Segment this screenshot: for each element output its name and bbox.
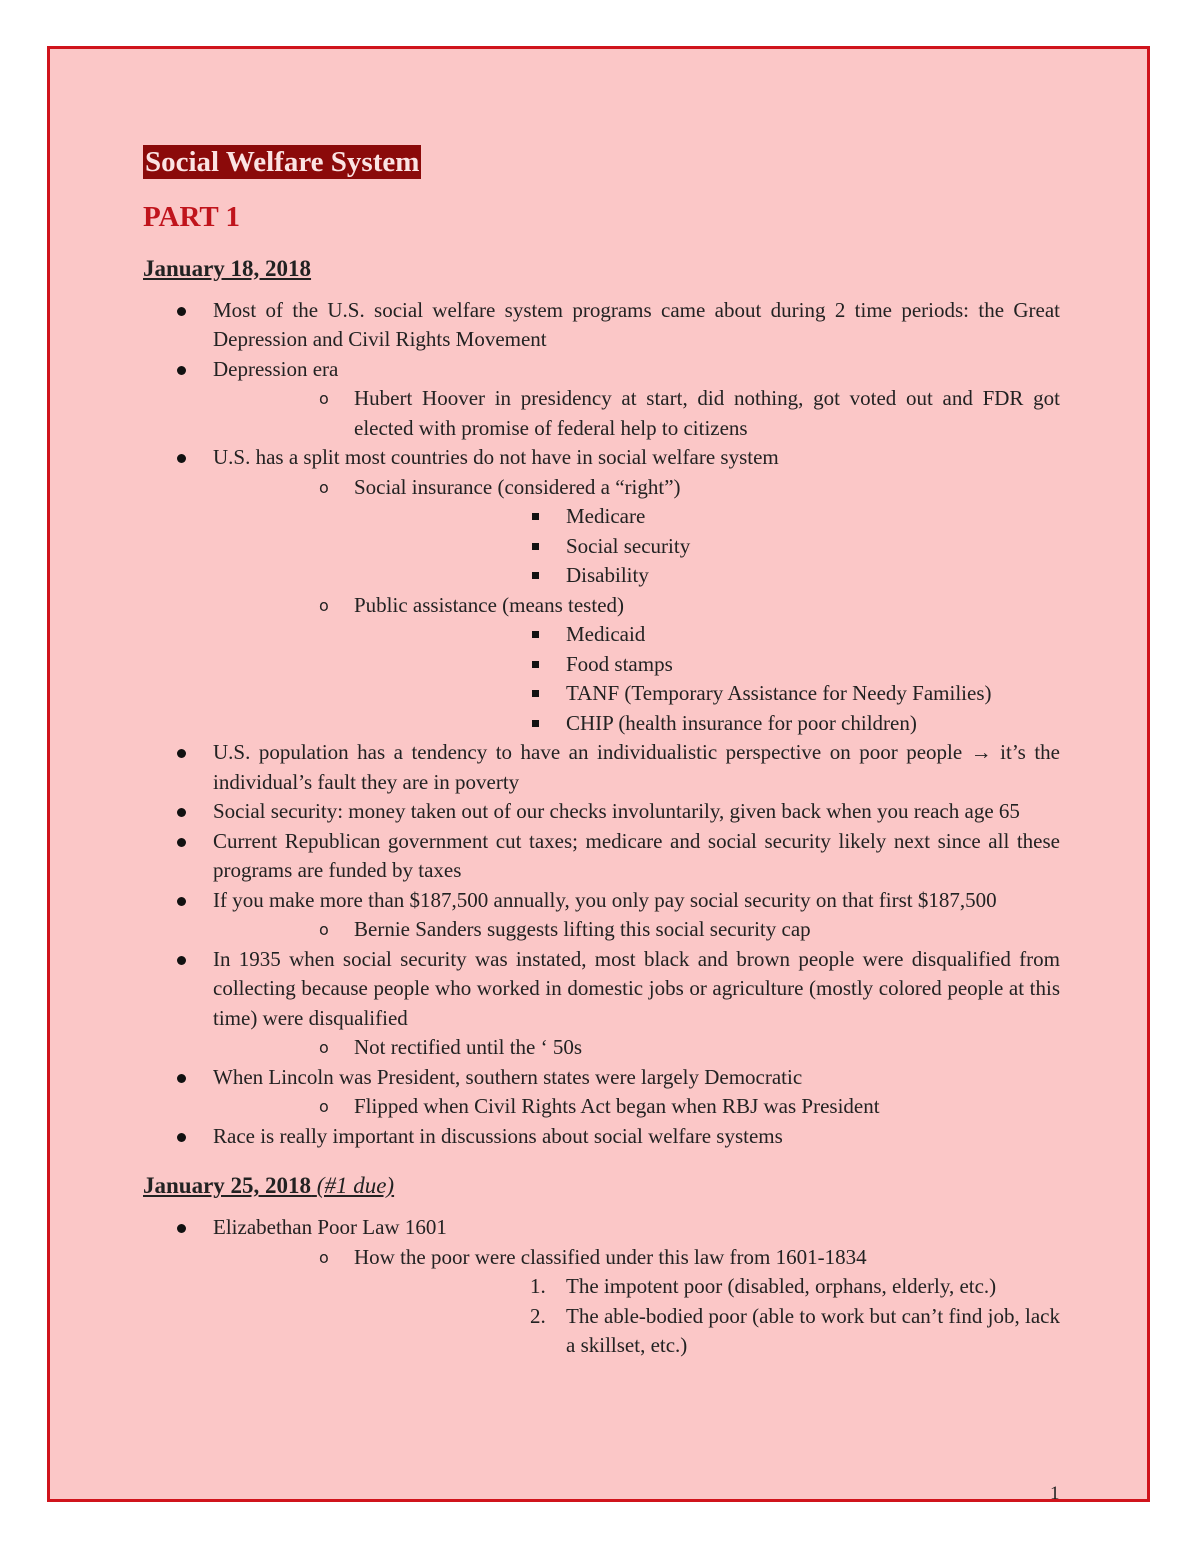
- bullet-icon: [177, 366, 186, 375]
- list-item: o Hubert Hoover in presidency at start, did nothing, got voted out and FDR got elected with promise of federal help to citizens: [319, 386, 1060, 440]
- circle-bullet-icon: o: [319, 389, 329, 408]
- bullet-icon: [177, 307, 186, 316]
- list-item: Medicare: [354, 502, 1060, 532]
- page-number: 1: [1050, 1483, 1060, 1504]
- list-item: Social security: money taken out of our checks involuntarily, given back when you reach age 65: [143, 797, 1060, 827]
- circle-bullet-icon: o: [319, 1097, 329, 1116]
- bullet-icon: [177, 1074, 186, 1083]
- document-title: Social Welfare System: [145, 146, 420, 178]
- list-item: Social security: [354, 532, 1060, 562]
- list-item: Food stamps: [354, 650, 1060, 680]
- square-bullet-icon: [532, 572, 539, 579]
- date-text: January 18, 2018: [143, 255, 312, 281]
- bullet-icon: [177, 838, 186, 847]
- list-item: o Bernie Sanders suggests lifting this social security cap: [213, 915, 1060, 945]
- list-item: 1. The impotent poor (disabled, orphans, elderly, etc.): [354, 1272, 1060, 1302]
- list-item: 2. The able-bodied poor (able to work but can’t find job, lack a skillset, etc.): [530, 1303, 1060, 1357]
- bullet-icon: [177, 1224, 186, 1233]
- list-item: CHIP (health insurance for poor children): [354, 709, 1060, 739]
- bullet-icon: [177, 1133, 186, 1142]
- list-item: U.S. has a split most countries do not have in social welfare system o Social insurance (considered a “right”) Medicare Social security Disability o Public assistance (means tested) Medicaid Food stamps TANF (Temporary Assistance for Needy Families) CHIP (health insurance for poor children): [143, 443, 1060, 738]
- list-item: Race is really important in discussions about social welfare systems: [143, 1122, 1060, 1152]
- bullet-icon: [177, 749, 186, 758]
- list-item: o Not rectified until the ‘ 50s: [213, 1033, 1060, 1063]
- square-bullet-icon: [532, 513, 539, 520]
- list-number: 1.: [530, 1274, 546, 1298]
- circle-bullet-icon: o: [319, 1247, 329, 1267]
- list-number: 2.: [530, 1303, 546, 1328]
- bullet-list: [143, 1213, 1060, 1361]
- circle-bullet-icon: o: [319, 1038, 329, 1057]
- square-bullet-icon: [532, 661, 539, 668]
- circle-bullet-icon: o: [319, 595, 329, 615]
- circle-bullet-icon: o: [319, 477, 329, 497]
- list-item: U.S. population has a tendency to have an individualistic perspective on poor people → it’s the individual’s fault they are in poverty: [143, 738, 1060, 797]
- bullet-list: [143, 296, 1060, 1152]
- list-item: If you make more than $187,500 annually, you only pay social security on that first $187,500 o Bernie Sanders suggests lifting this social security cap: [143, 886, 1060, 945]
- list-item: Medicaid: [354, 620, 1060, 650]
- list-item: Current Republican government cut taxes; medicare and social security likely next since all these programs are funded by taxes: [143, 827, 1060, 886]
- list-item: TANF (Temporary Assistance for Needy Families): [354, 679, 1060, 709]
- square-bullet-icon: [532, 690, 539, 697]
- list-item: o Flipped when Civil Rights Act began when RBJ was President: [213, 1092, 1060, 1122]
- list-item: o Social insurance (considered a “right”) Medicare Social security Disability: [213, 473, 1060, 591]
- part-heading: PART 1: [143, 200, 240, 233]
- list-item: Most of the U.S. social welfare system programs came about during 2 time periods: the Great Depression and Civil Rights Movement: [143, 296, 1060, 355]
- list-item: Disability: [354, 561, 1060, 591]
- square-bullet-icon: [532, 720, 539, 727]
- list-item: Depression era o Hubert Hoover in presidency at start, did nothing, got voted out and FDR got elected with promise of federal help to citizens: [143, 355, 1060, 444]
- due-note: (#1 due): [316, 1173, 395, 1198]
- list-item: o How the poor were classified under this law from 1601-1834 1. The impotent poor (disabled, orphans, elderly, etc.) 2. The able-bodied poor (able to work but can’t find job, lack a skillset, etc.): [213, 1243, 1060, 1361]
- list-item: In 1935 when social security was instated, most black and brown people were disqualified from collecting because people who worked in domestic jobs or agriculture (mostly colored people at this time) were disqualified o Not rectified until the ‘ 50s: [143, 945, 1060, 1063]
- section-date-heading: [143, 1171, 1060, 1201]
- square-bullet-icon: [532, 543, 539, 550]
- bullet-icon: [177, 897, 186, 906]
- date-text: January 25, 2018: [143, 1173, 312, 1198]
- bullet-icon: [177, 808, 186, 817]
- circle-bullet-icon: o: [319, 920, 329, 939]
- list-item: When Lincoln was President, southern states were largely Democratic o Flipped when Civil Rights Act began when RBJ was President: [143, 1063, 1060, 1122]
- document-content: [143, 143, 1060, 1361]
- bullet-icon: [177, 454, 186, 463]
- bullet-icon: [177, 956, 186, 965]
- list-item: o Public assistance (means tested) Medicaid Food stamps TANF (Temporary Assistance for Needy Families) CHIP (health insurance for poor children): [213, 591, 1060, 739]
- page: [47, 46, 1150, 1502]
- list-item: Elizabethan Poor Law 1601 o How the poor were classified under this law from 1601-1834 1. The impotent poor (disabled, orphans, elderly, etc.) 2. The able-bodied poor (able to work but can’t find job, lack a skillset, etc.): [143, 1213, 1060, 1361]
- section-date-heading: [143, 254, 1060, 284]
- square-bullet-icon: [532, 631, 539, 638]
